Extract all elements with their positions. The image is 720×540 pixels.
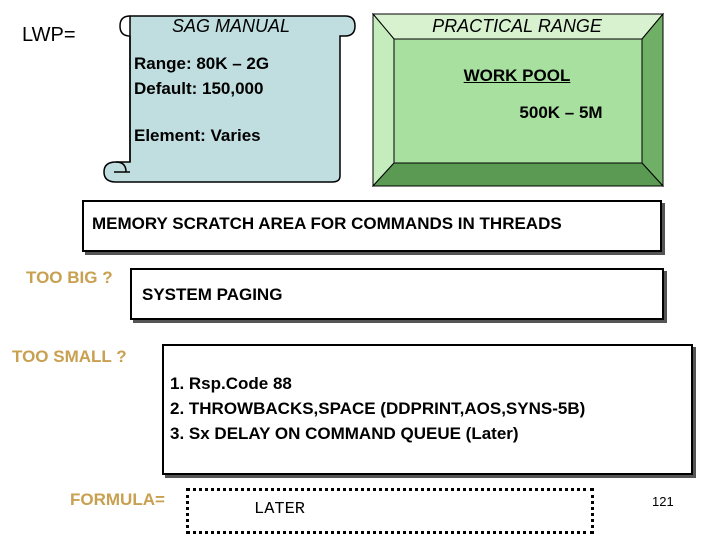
bevel-box [372,13,664,187]
scroll-default: Default: 150,000 [134,79,264,98]
scroll-range: Range: 80K – 2G [134,54,270,73]
scroll-title: SAG MANUAL [172,16,291,36]
scroll-element: Element: Varies [134,126,261,145]
formula-value: LATER [254,500,306,519]
formula-box [186,488,594,534]
formula-label: FORMULA= [70,490,165,509]
page-number: 121 [652,494,674,509]
memory-text: MEMORY SCRATCH AREA FOR COMMANDS IN THREADS [92,214,562,233]
system-paging-text: SYSTEM PAGING [142,285,283,304]
lwp-label: LWP= [22,24,76,46]
practical-range-title: PRACTICAL RANGE [432,16,602,36]
too-small-label: TOO SMALL ? [12,347,127,366]
practical-range-value: 500K – 5M [519,103,603,122]
list-item: 3. Sx DELAY ON COMMAND QUEUE (Later) [170,424,519,443]
work-pool-label: WORK POOL [463,66,571,85]
too-big-label: TOO BIG ? [26,268,113,287]
list-item: 2. THROWBACKS,SPACE (DDPRINT,AOS,SYNS-5B) [170,399,586,418]
list-item: 1. Rsp.Code 88 [170,374,292,393]
